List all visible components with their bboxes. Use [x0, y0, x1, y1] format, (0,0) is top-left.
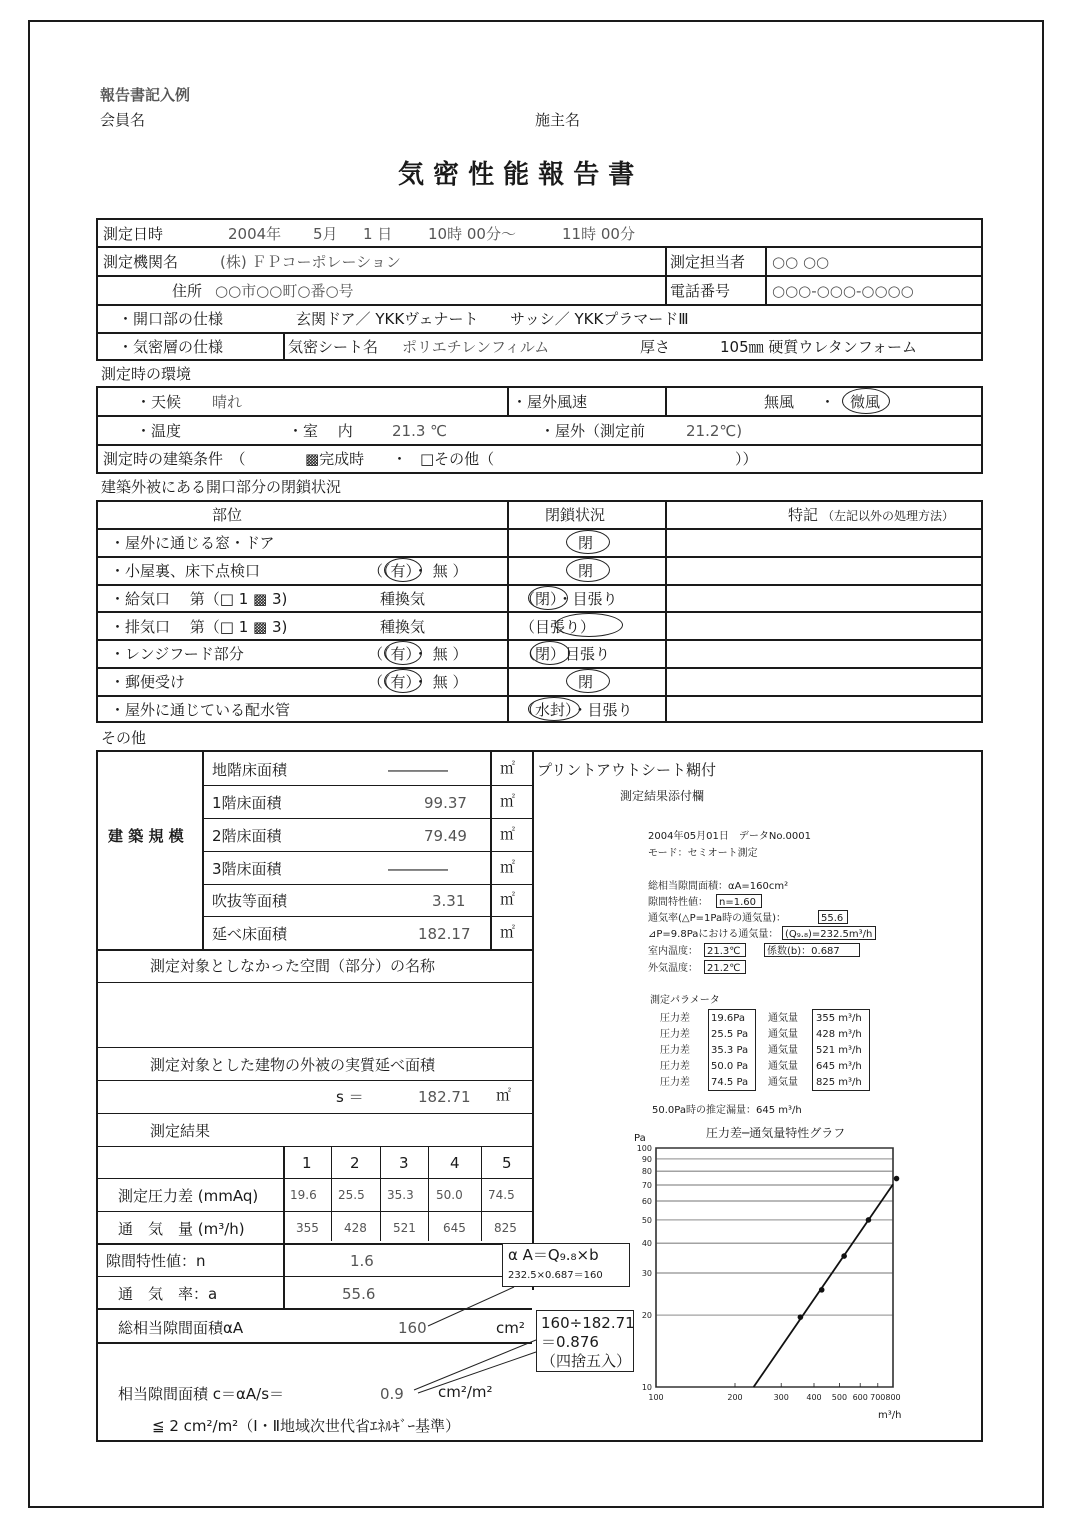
col-number: 4 [450, 1154, 460, 1172]
ratio-line3: （四捨五入） [541, 1352, 632, 1370]
printout-rate: 通気率(△P=1Pa時の通気量)： [648, 913, 786, 924]
results-label: 測定結果 [150, 1122, 211, 1140]
status-circle [566, 669, 610, 693]
area-label: 1階床面積 [212, 794, 282, 812]
params-title: 測定パラメータ [650, 995, 720, 1006]
s-value: 182.71 [418, 1088, 471, 1106]
date-label: 測定日時 [103, 225, 164, 243]
opening-row-status: 閉 [578, 534, 594, 552]
area-value: 99.37 [424, 794, 467, 812]
printout-subtitle: 測定結果添付欄 [620, 789, 705, 803]
param-p-label: 圧力差 [660, 1045, 690, 1056]
effective-label: 測定対象とした建物の外被の実質延べ面積 [150, 1056, 436, 1074]
wind-light: 微風 [850, 393, 881, 411]
param-q-value: 428 m³/h [816, 1029, 862, 1040]
y-tick-label: 60 [641, 1197, 652, 1207]
area-value: 3.31 [432, 892, 466, 910]
person-value: ○○ ○○ [772, 253, 830, 271]
param-q-label: 通気量 [768, 1045, 798, 1056]
y-tick-label: 10 [641, 1383, 652, 1392]
cond-dot: ・ [392, 450, 408, 468]
param-p-label: 圧力差 [660, 1077, 690, 1088]
area-label: 3階床面積 [212, 860, 282, 878]
opening-row-part: ・給気口 第（□ 1 ▩ 3) [110, 590, 288, 608]
flow-value: 355 [296, 1221, 319, 1235]
owner-label: 施主名 [535, 111, 581, 129]
a-label: 通 気 率：a [118, 1285, 218, 1303]
status-circle [528, 697, 580, 721]
n-value: 1.6 [350, 1252, 374, 1270]
status-circle [566, 558, 610, 582]
param-p-value: 19.6Pa [711, 1013, 745, 1024]
printout-rate-value: 55.6 [821, 913, 844, 924]
printout-total: 総相当隙間面積：αA=160cm² [648, 881, 789, 892]
param-p-value: 35.3 Pa [711, 1045, 749, 1056]
opening-spec-label: ・開口部の仕様 [118, 310, 224, 328]
param-q-value: 825 m³/h [816, 1077, 862, 1088]
param-p-value: 74.5 Pa [711, 1077, 749, 1088]
col-note: 特記 [788, 506, 819, 524]
area-value: 182.17 [418, 925, 471, 943]
address-label: 住所 [172, 282, 203, 300]
outdoor-value: 21.2℃) [686, 422, 743, 440]
opening-row-status: 閉 [578, 673, 594, 691]
param-q-label: 通気量 [768, 1061, 798, 1072]
param-q-label: 通気量 [768, 1029, 798, 1040]
thickness-value: 105㎜ 硬質ウレタンフォーム [720, 338, 918, 356]
data-point [866, 1217, 872, 1223]
x-tick-label: 400 [806, 1393, 822, 1402]
col-number: 1 [302, 1154, 312, 1172]
x-tick-label: 200 [727, 1393, 743, 1402]
standard-label: ≦ 2 cm²/m²（Ⅰ・Ⅱ地域次世代省ｴﾈﾙｷﾞｰ基準） [152, 1417, 461, 1435]
y-tick-label: 80 [641, 1167, 652, 1177]
x-tick-label: 800 [885, 1393, 901, 1402]
printout-out-temp-value: 21.2℃ [707, 963, 741, 974]
y-tick-label: 90 [641, 1154, 652, 1164]
data-point [798, 1314, 804, 1320]
param-p-label: 圧力差 [660, 1029, 690, 1040]
printout-title: プリントアウトシート糊付 [537, 761, 716, 779]
pressure-value: 50.0 [436, 1188, 463, 1202]
a-value: 55.6 [342, 1285, 376, 1303]
opening-row-extra: （（有）・ 無 ） [368, 562, 468, 580]
param-q-value: 521 m³/h [816, 1045, 862, 1056]
other-check: □その他（ [420, 450, 495, 468]
c-label: 相当隙間面積 c＝αA/s＝ [118, 1385, 285, 1403]
time-start: 10時 00分～ [428, 225, 516, 243]
x-tick-label: 500 [831, 1393, 848, 1402]
s-label: s ＝ [336, 1088, 364, 1106]
printout-n: 隙間特性値： [648, 897, 708, 908]
printout-out-temp: 外気温度： [648, 963, 698, 974]
scale-label: 建 築 規 模 [108, 827, 184, 845]
chart-title: 圧力差─通気量特性グラフ [706, 1126, 846, 1140]
data-point [841, 1253, 847, 1259]
status-circle [530, 641, 570, 665]
param-p-value: 50.0 Pa [711, 1061, 749, 1072]
building-cond-label: 測定時の建築条件 （ [103, 450, 246, 468]
ratio-line1: 160÷182.71 [541, 1314, 635, 1332]
opening-row-part: ・小屋裏、床下点検口 [110, 562, 261, 580]
area-value: ―――― [388, 860, 448, 878]
s-unit: ㎡ [496, 1086, 512, 1104]
opening-row-part: ・レンジフード部分 [110, 645, 244, 663]
col-part: 部位 [212, 506, 243, 524]
total-value: 160 [398, 1319, 427, 1337]
status-circle [555, 613, 623, 637]
opening-row-status: （閉）・目張り [520, 590, 618, 608]
area-unit: ㎡ [500, 759, 516, 777]
weather-value: 晴れ [212, 393, 243, 411]
y-tick-label: 40 [641, 1239, 652, 1249]
openings-section-title: 建築外被にある開口部分の閉鎖状況 [101, 478, 342, 496]
param-q-label: 通気量 [768, 1013, 798, 1024]
printout-n-value: n=1.60 [719, 897, 756, 908]
has-circle [384, 558, 422, 582]
param-q-label: 通気量 [768, 1077, 798, 1088]
org-label: 測定機関名 [103, 253, 179, 271]
pressure-value: 25.5 [338, 1188, 365, 1202]
opening-row-extra: （（有）・ 無 ） [368, 645, 468, 663]
page-title: 気 密 性 能 報 告 書 [398, 160, 635, 190]
area-label: 2階床面積 [212, 827, 282, 845]
printout-coef: 係数(b)：0.687 [767, 946, 840, 957]
opening-row-extra: 種換気 [380, 590, 426, 608]
printout-flow98: ⊿P=9.8Paにおける通気量： [648, 929, 779, 940]
x-tick-label: 100 [648, 1393, 664, 1402]
y-tick-label: 100 [636, 1144, 652, 1153]
flow-value: 825 [494, 1221, 517, 1235]
opening-row-status: 閉 [578, 562, 594, 580]
status-circle [566, 530, 610, 554]
sheet-value: ポリエチレンフィルム [402, 338, 550, 356]
excluded-label: 測定対象としなかった空間（部分）の名称 [150, 957, 436, 975]
c-value: 0.9 [380, 1385, 404, 1403]
thickness-label: 厚さ [640, 338, 671, 356]
opening-row-status: （閉）目張り [520, 645, 611, 663]
x-tick-label: 700 [870, 1393, 886, 1402]
other-section-title: その他 [101, 729, 147, 747]
y-tick-label: 50 [641, 1215, 652, 1225]
pressure-value: 19.6 [290, 1188, 317, 1202]
data-point [894, 1176, 900, 1182]
weather-label: ・天候 [136, 393, 182, 411]
y-tick-label: 70 [641, 1181, 652, 1191]
ratio-line2: ＝0.876 [541, 1333, 599, 1351]
phone-value: ○○○-○○○-○○○○ [772, 282, 914, 300]
example-label: 報告書記入例 [100, 86, 191, 104]
indoor-label: ・室 内 [288, 422, 353, 440]
area-unit: ㎡ [500, 890, 516, 908]
opening-sash: サッシ／ YKKプラマードⅢ [510, 310, 689, 328]
env-section-title: 測定時の環境 [101, 365, 192, 383]
date-day: 1 日 [363, 225, 393, 243]
org-value: (株) ＦＰコーポレーション [220, 253, 401, 271]
date-year: 2004年 [228, 225, 282, 243]
indoor-value: 21.3 ℃ [392, 422, 448, 440]
phone-label: 電話番号 [670, 282, 731, 300]
member-label: 会員名 [100, 111, 146, 129]
printout-in-temp-value: 21.3℃ [707, 946, 741, 957]
formula-calc: 232.5×0.687＝160 [508, 1270, 603, 1281]
flow-value: 645 [443, 1221, 466, 1235]
address-value: ○○市○○町○番○号 [215, 282, 354, 300]
opening-row-extra: （（有）・ 無 ） [368, 673, 468, 691]
airtight-spec-label: ・気密層の仕様 [118, 338, 224, 356]
col-number: 2 [350, 1154, 360, 1172]
col-status: 閉鎖状況 [545, 506, 606, 524]
temp-label: ・温度 [136, 422, 182, 440]
has-circle [384, 641, 422, 665]
flow-value: 428 [344, 1221, 367, 1235]
printout-in-temp: 室内温度： [648, 946, 698, 957]
chart-ylabel: Pa [634, 1133, 646, 1144]
wind-light-circle [842, 388, 890, 414]
area-label: 延べ床面積 [212, 925, 288, 943]
param-p-value: 25.5 Pa [711, 1029, 749, 1040]
area-value: 79.49 [424, 827, 467, 845]
param-p-label: 圧力差 [660, 1061, 690, 1072]
opening-row-status: （目張り） [520, 618, 596, 636]
flow-value: 521 [393, 1221, 416, 1235]
wind-label: ・屋外風速 [512, 393, 588, 411]
pressure-value: 74.5 [488, 1188, 515, 1202]
col-number: 5 [502, 1154, 512, 1172]
status-circle [528, 586, 568, 610]
printout-estimate: 50.0Pa時の推定漏量：645 m³/h [652, 1105, 802, 1116]
total-label: 総相当隙間面積αA [118, 1319, 244, 1337]
pressure-label: 測定圧力差 (mmAq) [118, 1187, 259, 1205]
x-tick-label: 300 [773, 1393, 789, 1402]
opening-door: 玄関ドア／ YKKヴェナート [296, 310, 479, 328]
area-unit: ㎡ [500, 792, 516, 810]
date-month: 5月 [313, 225, 338, 243]
printout-flow98-value: (Q₉.₈)=232.5m³/h [785, 929, 873, 940]
person-label: 測定担当者 [670, 253, 746, 271]
outdoor-label: ・屋外（測定前 [540, 422, 646, 440]
param-q-value: 645 m³/h [816, 1061, 862, 1072]
flow-label: 通 気 量 (m³/h) [118, 1220, 245, 1238]
cond-close: ）） [735, 450, 758, 468]
data-point [819, 1287, 825, 1293]
chart-xlabel: m³/h [878, 1410, 902, 1421]
total-unit: cm² [496, 1319, 525, 1337]
param-q-value: 355 m³/h [816, 1013, 862, 1024]
pressure-value: 35.3 [387, 1188, 414, 1202]
c-unit: cm²/m² [438, 1383, 493, 1401]
formula-title: α A＝Q₉.₈×b [508, 1246, 599, 1264]
opening-row-extra: 種換気 [380, 618, 426, 636]
area-value: ―――― [388, 761, 448, 779]
area-unit: ㎡ [500, 825, 516, 843]
col-note-sub: （左記以外の処理方法） [822, 509, 955, 523]
n-label: 隙間特性値：n [106, 1252, 206, 1270]
param-p-label: 圧力差 [660, 1013, 690, 1024]
printout-date: 2004年05月01日 データNo.0001 [648, 831, 811, 842]
y-tick-label: 20 [641, 1311, 652, 1321]
printout-mode: モード：セミオート測定 [648, 848, 758, 859]
has-circle [384, 669, 422, 693]
area-label: 吹抜等面積 [212, 892, 288, 910]
col-number: 3 [399, 1154, 409, 1172]
wind-none: 無風 [764, 393, 795, 411]
x-tick-label: 600 [852, 1393, 868, 1402]
opening-row-part: ・屋外に通じる窓・ドア [110, 534, 275, 552]
y-tick-label: 30 [641, 1268, 652, 1278]
opening-row-part: ・排気口 第（□ 1 ▩ 3) [110, 618, 288, 636]
wind-dot: ・ [820, 393, 836, 411]
area-label: 地階床面積 [212, 761, 288, 779]
area-unit: ㎡ [500, 923, 516, 941]
area-unit: ㎡ [500, 858, 516, 876]
completed-check: ▩完成時 [305, 450, 365, 468]
sheet-label: 気密シート名 [288, 338, 379, 356]
opening-row-part: ・屋外に通じている配水管 [110, 701, 291, 719]
opening-row-status: （水封）・目張り [520, 701, 633, 719]
opening-row-part: ・郵便受け [110, 673, 186, 691]
time-end: 11時 00分 [562, 225, 635, 243]
